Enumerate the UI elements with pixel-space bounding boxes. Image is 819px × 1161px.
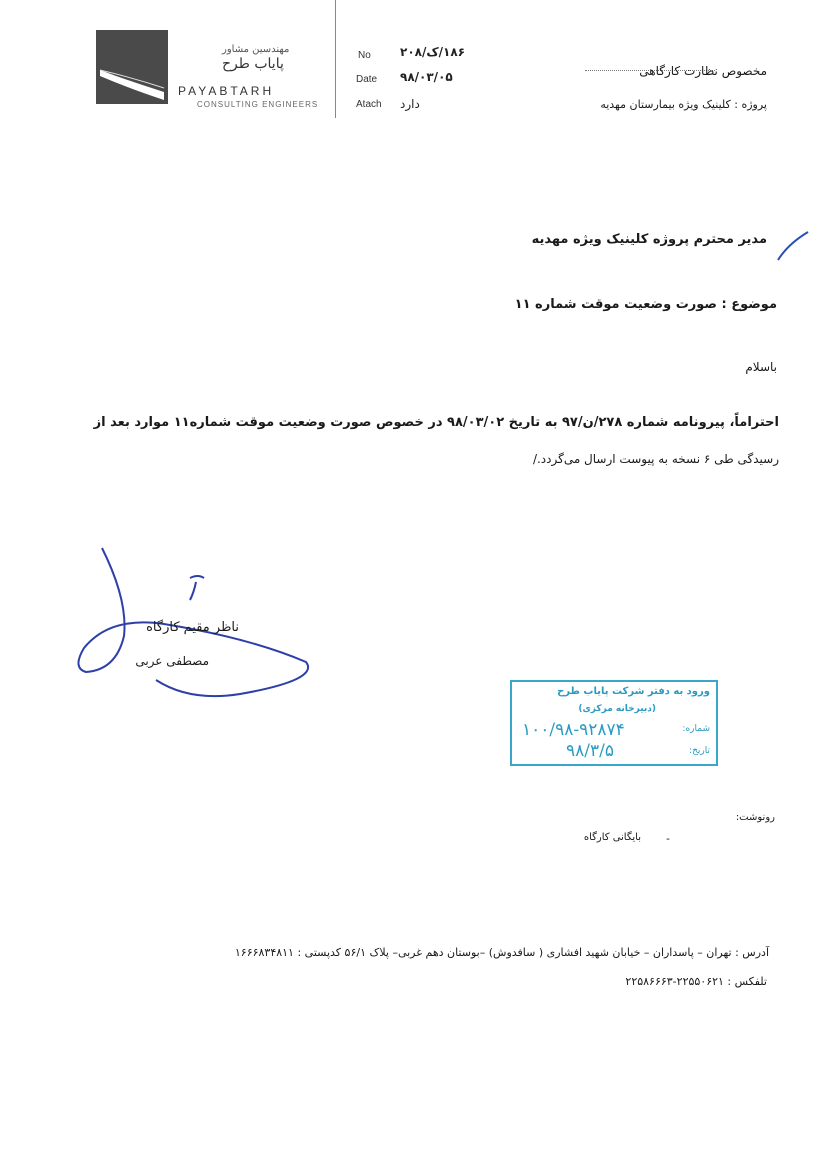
recipient-line: مدیر محترم پروژه کلینیک ویژه مهدیه [531,232,767,247]
handwritten-slash-icon [772,226,812,266]
signer-title: ناظر مقیم کارگاه [146,620,239,635]
letter-number-label: No [358,50,371,61]
body-paragraph-line-1: احتراماً، پیرونامه شماره ۲۷۸/ن/۹۷ به تاریخ ۹۸/۰۳/۰۲ در خصوص صورت وضعیت موقت شماره۱۱ موارد بعد از [93,415,779,430]
stamp-title: ورود به دفتر شرکت پایاب طرح [557,686,710,697]
copies-bullet: - [666,832,670,845]
stamp-subtitle: (دبیرخانه مرکزی) [578,704,656,714]
firm-name-fa-top: مهندسین مشاور [222,44,290,55]
greeting: باسلام [745,360,777,374]
stamp-number-label: شماره: [682,724,710,734]
copies-item: بایگانی کارگاه [583,832,641,843]
project-title: پروژه : کلینیک ویژه بیمارستان مهدیه [600,98,767,111]
letter-date-label: Date [356,74,378,85]
firm-logo-icon [96,30,168,104]
body-paragraph-line-2: رسیدگی طی ۶ نسخه به پیوست ارسال می‌گردد./ [532,452,779,466]
registry-stamp [510,680,718,766]
footer-telfax: تلفکس : ۲۲۵۵۰۶۲۱-۲۲۵۸۶۶۶۳ [625,975,767,988]
firm-name-en: PAYABTARH [178,84,275,98]
stamp-number-value: ۱۰۰/۹۸-۹۲۸۷۴ [522,720,625,740]
stamp-date-label: تاریخ: [689,746,710,756]
letter-number-value: ۱۸۶/ک/۲۰۸ [400,45,466,59]
copies-label: رونوشت: [735,812,775,823]
attachment-label: Atach [356,99,382,110]
firm-name-en-sub: CONSULTING ENGINEERS [197,100,319,109]
stamp-date-value: ۹۸/۳/۵ [566,741,614,761]
attachment-value: دارد [400,97,420,111]
subject-line: موضوع : صورت وضعیت موقت شماره ۱۱ [514,297,777,312]
confidential-note: مخصوص نظارت کارگاهی [639,64,767,78]
header-divider [335,0,336,118]
footer-address: آدرس : تهران – پاسداران – خیابان شهید افشاری ( سافدوش) –بوستان دهم غربی– پلاک ۵۶/۱ کدپستی : ۱۶۶۶۸۳۴۸۱۱ [234,946,769,959]
firm-name-fa: پایاب طرح [222,56,284,72]
signer-name: مصطفی عربی [135,654,209,668]
letter-date-value: ۹۸/۰۳/۰۵ [400,70,453,84]
